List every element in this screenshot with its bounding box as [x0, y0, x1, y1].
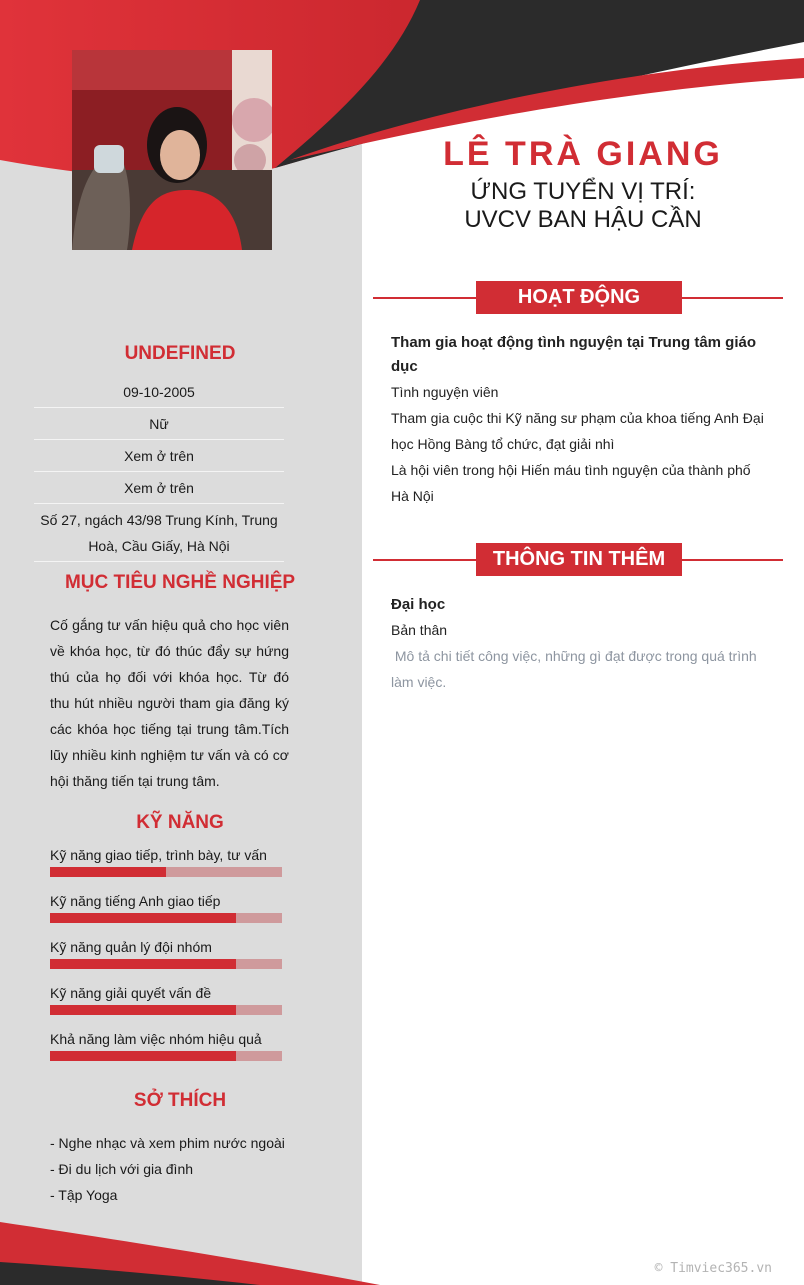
activities-heading: HOẠT ĐỘNG	[476, 281, 682, 314]
objective-text: Cố gắng tư vấn hiệu quả cho học viên về khóa học, từ đó thúc đẩy sự hứng thú của họ đối với khóa học. Từ đó thu hút nhiều người tham gia đăng ký các khóa học tiếng tại trung tâm.Tích lũy nhiều kinh nghiệm tư vấn và có cơ hội thăng tiến tại trung tâm.	[50, 617, 289, 789]
skill-bar-fill	[50, 867, 166, 877]
skill-label: Kỹ năng giải quyết vấn đề	[50, 985, 212, 1001]
activity-line: Là hội viên trong hội Hiến máu tình nguyện của thành phố Hà Nội	[391, 462, 751, 504]
activity-title: Tham gia hoạt động tình nguyện tại Trung tâm giáo dục	[391, 334, 756, 375]
more-info-heading: THÔNG TIN THÊM	[476, 543, 682, 576]
applied-position	[362, 178, 804, 234]
gender: Nữ	[34, 408, 284, 440]
position-title: UVCV BAN HẬU CẦN	[464, 206, 702, 233]
skill-label: Khả năng làm việc nhóm hiệu quả	[50, 1031, 262, 1047]
activity-line: Tham gia cuộc thi Kỹ năng sư phạm của khoa tiếng Anh Đại học Hồng Bàng tổ chức, đạt giải nhì	[391, 410, 764, 452]
skill-item	[50, 1027, 282, 1073]
more-info-title: Đại học	[391, 596, 446, 613]
activity-role: Tình nguyện viên	[391, 384, 499, 400]
skill-bar	[50, 959, 282, 969]
birth-date: 09-10-2005	[34, 376, 284, 408]
skill-bar	[50, 1005, 282, 1015]
position-label: ỨNG TUYỂN VỊ TRÍ:	[470, 178, 696, 205]
activities-content	[391, 331, 766, 509]
profile-heading: UNDEFINED	[124, 343, 236, 364]
phone: Xem ở trên	[34, 440, 284, 472]
objective-heading: MỤC TIÊU NGHỀ NGHIỆP	[64, 572, 296, 593]
hobbies-list	[50, 1130, 310, 1208]
skill-label: Kỹ năng quản lý đội nhóm	[50, 939, 212, 955]
skill-label: Kỹ năng tiếng Anh giao tiếp	[50, 893, 221, 909]
skill-item	[50, 889, 282, 935]
copyright-notice: © Timviec365.vn	[654, 1261, 772, 1276]
skill-bar	[50, 1051, 282, 1061]
skill-bar-fill	[50, 1005, 236, 1015]
personal-info-list	[34, 376, 284, 562]
skill-bar	[50, 867, 282, 877]
skill-bar-fill	[50, 1051, 236, 1061]
hobby-item: - Nghe nhạc và xem phim nước ngoài	[50, 1135, 285, 1151]
more-info-content	[391, 593, 766, 695]
skill-bar-fill	[50, 959, 236, 969]
candidate-name: LÊ TRÀ GIANG	[443, 135, 723, 173]
skill-item	[50, 935, 282, 981]
hobby-item: - Đi du lịch với gia đình	[50, 1161, 194, 1177]
skills-list	[50, 843, 282, 1073]
address: Số 27, ngách 43/98 Trung Kính, Trung Hoà, Cầu Giấy, Hà Nội	[34, 504, 284, 562]
skill-item	[50, 843, 282, 889]
hobby-item: - Tập Yoga	[50, 1187, 118, 1203]
more-info-section-header	[373, 543, 783, 576]
skill-label: Kỹ năng giao tiếp, trình bày, tư vấn	[50, 847, 267, 863]
hobbies-heading: SỞ THÍCH	[133, 1090, 227, 1111]
more-info-description: Mô tả chi tiết công việc, những gì đạt được trong quá trình làm việc.	[391, 648, 761, 690]
email: Xem ở trên	[34, 472, 284, 504]
skill-bar	[50, 913, 282, 923]
activities-section-header	[373, 281, 783, 314]
profile-photo	[72, 50, 272, 250]
skills-heading: KỸ NĂNG	[136, 812, 224, 833]
skill-bar-fill	[50, 913, 236, 923]
skill-item	[50, 981, 282, 1027]
more-info-subtitle: Bản thân	[391, 622, 448, 638]
